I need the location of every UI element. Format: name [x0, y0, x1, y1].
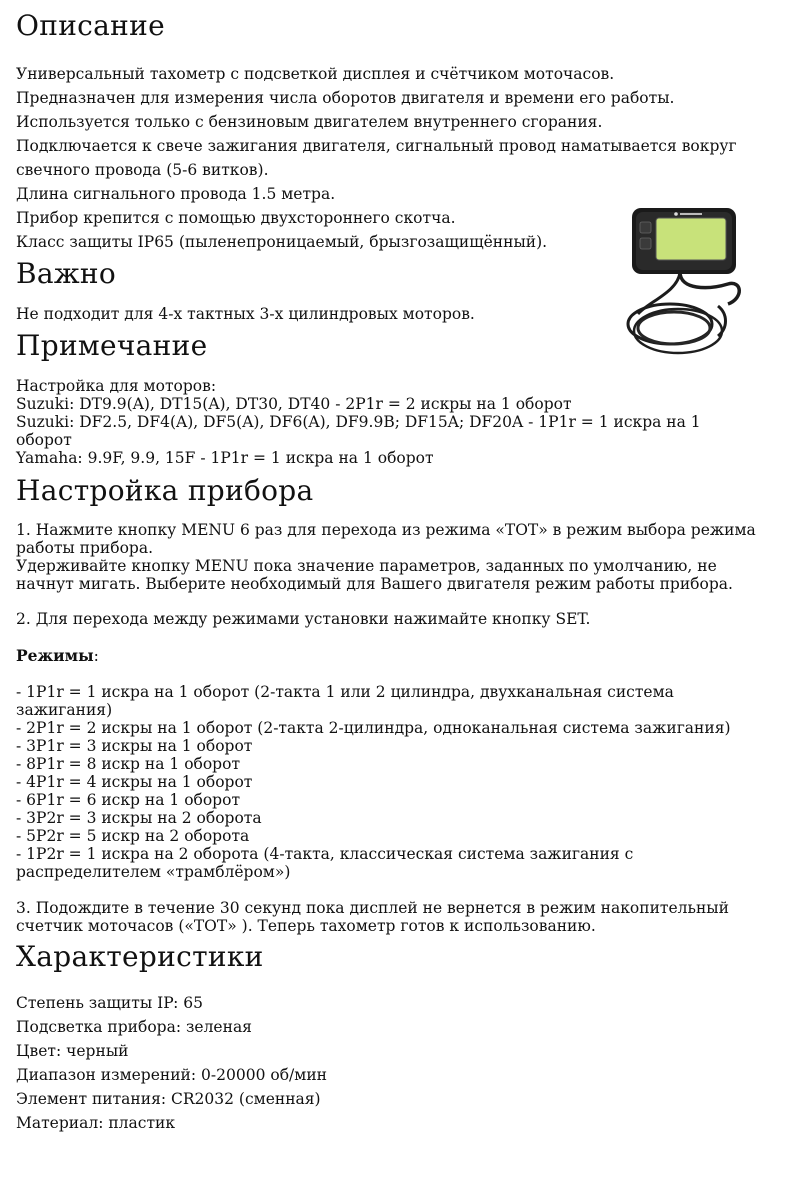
note-line: оборот: [16, 431, 72, 449]
modes-list: [16, 683, 731, 881]
mode-item: - 5P2r = 5 искр на 2 оборота: [16, 827, 250, 845]
modes-colon: :: [93, 647, 99, 665]
setup-line: 2. Для перехода между режимами установки нажимайте кнопку SET.: [16, 610, 591, 628]
important-text: [16, 302, 475, 326]
mode-item: - 6P1r = 6 искр на 1 оборот: [16, 791, 241, 809]
modes-label: [16, 647, 99, 665]
device-button-icon: [640, 222, 651, 233]
note-text: [16, 377, 701, 467]
note-line: Suzuki: DT9.9(A), DT15(A), DT30, DT40 - 2P1r = 2 искры на 1 оборот: [16, 395, 572, 413]
description-line: Универсальный тахометр с подсветкой дисплея и счётчиком моточасов.: [16, 65, 615, 83]
description-line: Предназначен для измерения числа оборотов двигателя и времени его работы.: [16, 89, 675, 107]
setup-line: Удерживайте кнопку MENU пока значение параметров, заданных по умолчанию, не: [16, 557, 717, 575]
spec-item: Материал: пластик: [16, 1114, 176, 1132]
spec-item: Степень защиты IP: 65: [16, 994, 203, 1012]
description-line: Длина сигнального провода 1.5 метра.: [16, 185, 336, 203]
description-line: Подключается к свече зажигания двигателя, сигнальный провод наматывается вокруг: [16, 137, 737, 155]
mode-item: распределителем «трамблёром»): [16, 863, 291, 881]
note-line: Настройка для моторов:: [16, 377, 217, 395]
spec-item: Цвет: черный: [16, 1042, 129, 1060]
mode-item: - 4P1r = 4 искры на 1 оборот: [16, 773, 253, 791]
description-line: Прибор крепится с помощью двухстороннего скотча.: [16, 209, 456, 227]
device-screen: [656, 218, 726, 260]
mode-item: - 2P1r = 2 искры на 1 оборот (2-такта 2-цилиндра, одноканальная система зажигания): [16, 719, 731, 737]
specs-heading: Характеристики: [16, 940, 264, 973]
important-line: Не подходит для 4-х тактных 3-х цилиндровых моторов.: [16, 305, 475, 323]
important-heading: Важно: [16, 257, 117, 290]
setup-line: начнут мигать. Выберите необходимый для Вашего двигателя режим работы прибора.: [16, 575, 733, 593]
mode-item: - 1P1r = 1 искра на 1 оборот (2-такта 1 или 2 цилиндра, двухканальная система: [16, 683, 674, 701]
mode-item: - 1P2r = 1 искра на 2 оборота (4-такта, классическая система зажигания с: [16, 845, 634, 863]
specs-list: [16, 991, 327, 1135]
setup-line: работы прибора.: [16, 539, 154, 557]
setup-step1: [16, 521, 756, 593]
spec-item: Элемент питания: CR2032 (сменная): [16, 1090, 321, 1108]
setup-line: 1. Нажмите кнопку MENU 6 раз для перехода из режима «TOT» в режим выбора режима: [16, 521, 756, 539]
mode-item: - 3P2r = 3 искры на 2 оборота: [16, 809, 262, 827]
mode-item: - 3P1r = 3 искры на 1 оборот: [16, 737, 253, 755]
tachometer-photo: [618, 202, 754, 362]
setup-line: 3. Подождите в течение 30 секунд пока дисплей не вернется в режим накопительный: [16, 899, 729, 917]
description-heading: Описание: [16, 9, 165, 42]
mode-item: зажигания): [16, 701, 113, 719]
description-line: Используется только с бензиновым двигателем внутреннего сгорания.: [16, 113, 603, 131]
description-line: свечного провода (5-6 витков).: [16, 161, 269, 179]
device-button-icon: [640, 238, 651, 249]
spec-item: Диапазон измерений: 0-20000 об/мин: [16, 1066, 327, 1084]
spec-item: Подсветка прибора: зеленая: [16, 1018, 252, 1036]
modes-title: Режимы: [16, 646, 94, 665]
note-heading: Примечание: [16, 329, 208, 362]
setup-heading: Настройка прибора: [16, 474, 314, 507]
note-line: Yamaha: 9.9F, 9.9, 15F - 1P1r = 1 искра на 1 оборот: [16, 449, 434, 467]
note-line: Suzuki: DF2.5, DF4(A), DF5(A), DF6(A), DF9.9B; DF15A; DF20A - 1P1r = 1 искра на 1: [16, 413, 701, 431]
setup-step2: [16, 610, 590, 628]
description-line: Класс защиты IP65 (пыленепроницаемый, брызгозащищённый).: [16, 233, 548, 251]
setup-line: счетчик моточасов («TOT» ). Теперь тахометр готов к использованию.: [16, 917, 596, 935]
setup-step3: [16, 899, 729, 935]
logo-icon: [674, 212, 678, 216]
cable-path: [680, 272, 739, 304]
mode-item: - 8P1r = 8 искр на 1 оборот: [16, 755, 241, 773]
